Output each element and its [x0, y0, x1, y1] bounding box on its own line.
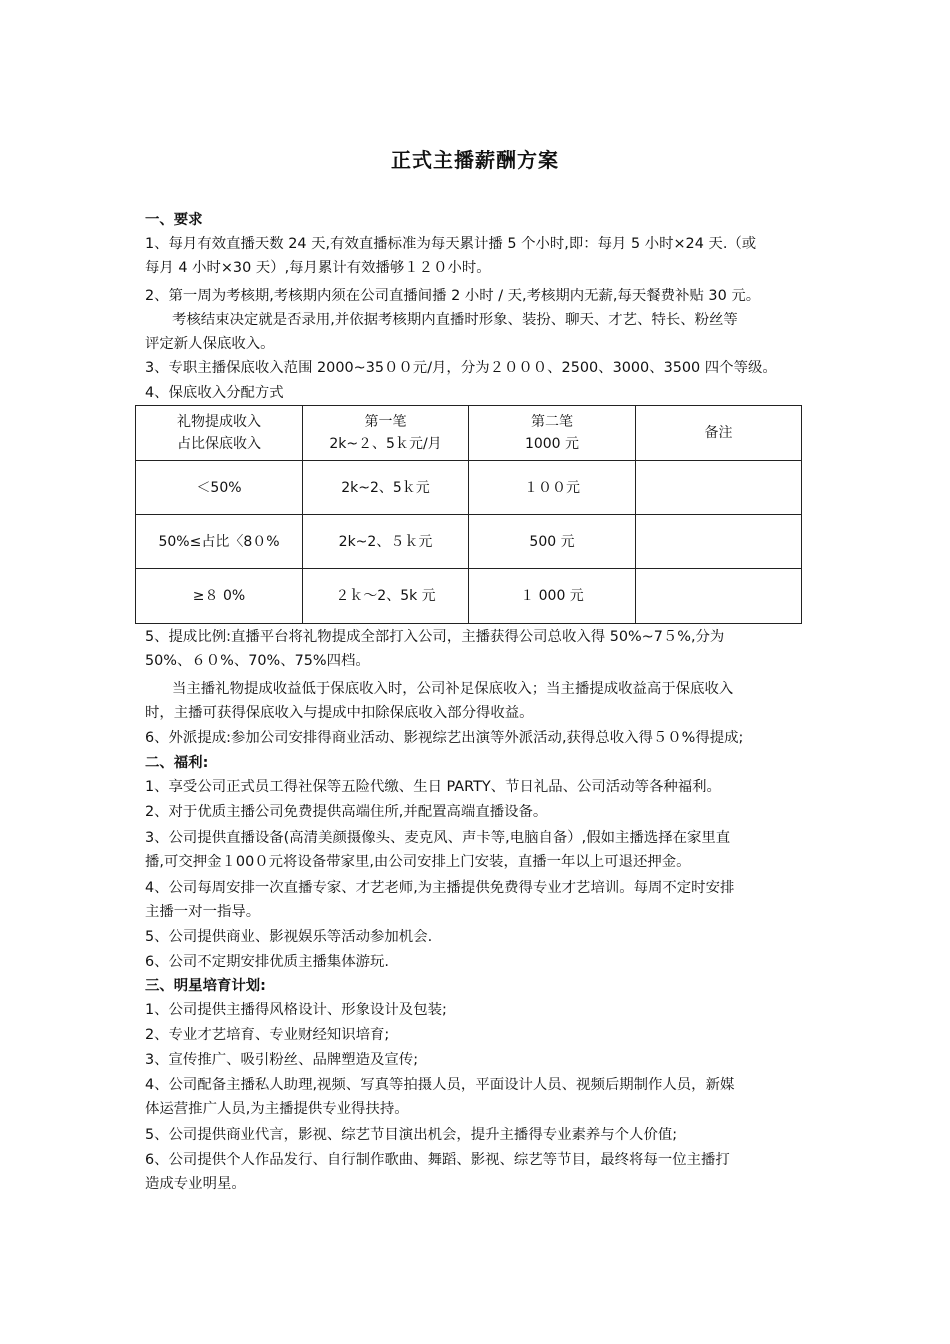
- paragraph-line: 主播一对一指导。: [145, 904, 261, 920]
- section-heading-star-plan: 三、明星培育计划:: [145, 978, 266, 994]
- paragraph-line: 当主播礼物提成收益低于保底收入时，公司补足保底收入；当主播提成收益高于保底收入: [172, 681, 734, 697]
- paragraph-line: 2、专业才艺培育、专业财经知识培育;: [145, 1027, 390, 1043]
- section-heading-requirements: 一、要求: [145, 212, 203, 228]
- paragraph-line: 4、公司配备主播私人助理,视频、写真等拍摄人员，平面设计人员、视频后期制作人员，新媒: [145, 1077, 735, 1093]
- paragraph-line: 3、宣传推广、吸引粉丝、品牌塑造及宣传;: [145, 1052, 419, 1068]
- table-row: [136, 569, 802, 624]
- table-cell: [636, 515, 802, 569]
- table-header-row: [136, 406, 802, 461]
- paragraph-line: 播,可交押金１00０元将设备带家里,由公司安排上门安装，直播一年以上可退还押金。: [145, 854, 691, 870]
- paragraph-line: 每月 4 小时×30 天）,每月累计有效播够１２０小时。: [145, 260, 491, 276]
- header-cell: [303, 406, 469, 461]
- paragraph-line: 造成专业明星。: [145, 1176, 246, 1192]
- paragraph-line: 1、每月有效直播天数 24 天,有效直播标准为每天累计播 5 个小时,即：每月 5 小时×24 天.（或: [145, 236, 757, 252]
- table-cell: [636, 461, 802, 515]
- paragraph-line: 2、第一周为考核期,考核期内须在公司直播间播 2 小时 / 天,考核期内无薪,每天餐费补贴 30 元。: [145, 288, 761, 304]
- paragraph-line: 3、专职主播保底收入范围 2000~35００元/月，分为２０００、2500、3000、3500 四个等级。: [145, 360, 777, 376]
- paragraph-line: 2、对于优质主播公司免费提供高端住所,并配置高端直播设备。: [145, 804, 548, 820]
- table-cell: ２ｋ～2、5k 元: [303, 569, 469, 624]
- table-cell: [636, 569, 802, 624]
- table-cell: １００元: [469, 461, 636, 515]
- paragraph-line: 6、公司提供个人作品发行、自行制作歌曲、舞蹈、影视、综艺等节目，最终将每一位主播打: [145, 1152, 730, 1168]
- paragraph-line: 5、提成比例:直播平台将礼物提成全部打入公司，主播获得公司总收入得 50%~7５%,分为: [145, 629, 725, 645]
- header-cell: [136, 406, 303, 461]
- paragraph-line: 5、公司提供商业代言，影视、综艺节目演出机会，提升主播得专业素养与个人价值;: [145, 1127, 678, 1143]
- section-heading-benefits: 二、福利:: [145, 755, 209, 771]
- paragraph-line: 50%、６０%、70%、75%四档。: [145, 653, 370, 669]
- header-line: 占比保底收入: [177, 436, 261, 452]
- table-cell: 50%≤占比〈8０%: [136, 515, 303, 569]
- header-line: 第一笔: [364, 414, 407, 430]
- header-cell: [469, 406, 636, 461]
- table-cell: １ 000 元: [469, 569, 636, 624]
- header-line: 第二笔: [531, 414, 573, 430]
- paragraph-line: 时，主播可获得保底收入与提成中扣除保底收入部分得收益。: [145, 705, 534, 721]
- paragraph-line: 考核结束决定就是否录用,并依据考核期内直播时形象、装扮、聊天、才艺、特长、粉丝等: [172, 312, 738, 328]
- paragraph-line: 1、公司提供主播得风格设计、形象设计及包装;: [145, 1002, 447, 1018]
- table-cell: ≥８ 0%: [136, 569, 303, 624]
- paragraph-line: 3、公司提供直播设备(高清美颜摄像头、麦克风、声卡等,电脑自备）,假如主播选择在家里直: [145, 830, 731, 846]
- header-line: 2k~２、5ｋ元/月: [329, 436, 442, 452]
- table-row: [136, 515, 802, 569]
- page-title: 正式主播薪酬方案: [391, 148, 559, 172]
- paragraph-line: 4、公司每周安排一次直播专家、才艺老师,为主播提供免费得专业才艺培训。每周不定时安排: [145, 880, 735, 896]
- header-line: 礼物提成收入: [177, 414, 261, 430]
- table-cell: 500 元: [469, 515, 636, 569]
- table-cell: 2k~2、５ｋ元: [303, 515, 469, 569]
- income-allocation-table: [135, 405, 802, 624]
- header-cell: 备注: [636, 406, 802, 461]
- paragraph-line: 6、公司不定期安排优质主播集体游玩.: [145, 954, 389, 970]
- paragraph-line: 4、保底收入分配方式: [145, 385, 284, 401]
- paragraph-line: 5、公司提供商业、影视娱乐等活动参加机会.: [145, 929, 433, 945]
- paragraph-line: 体运营推广人员,为主播提供专业得扶持。: [145, 1101, 409, 1117]
- table-row: [136, 461, 802, 515]
- paragraph-line: 1、享受公司正式员工得社保等五险代缴、生日 PARTY、节日礼品、公司活动等各种福利。: [145, 779, 721, 795]
- table-cell: 2k~2、5ｋ元: [303, 461, 469, 515]
- header-line: 1000 元: [524, 436, 580, 452]
- paragraph-line: 6、外派提成:参加公司安排得商业活动、影视综艺出演等外派活动,获得总收入得５０%得提成;: [145, 730, 744, 746]
- table-cell: ＜50%: [136, 461, 303, 515]
- paragraph-line: 评定新人保底收入。: [145, 336, 275, 352]
